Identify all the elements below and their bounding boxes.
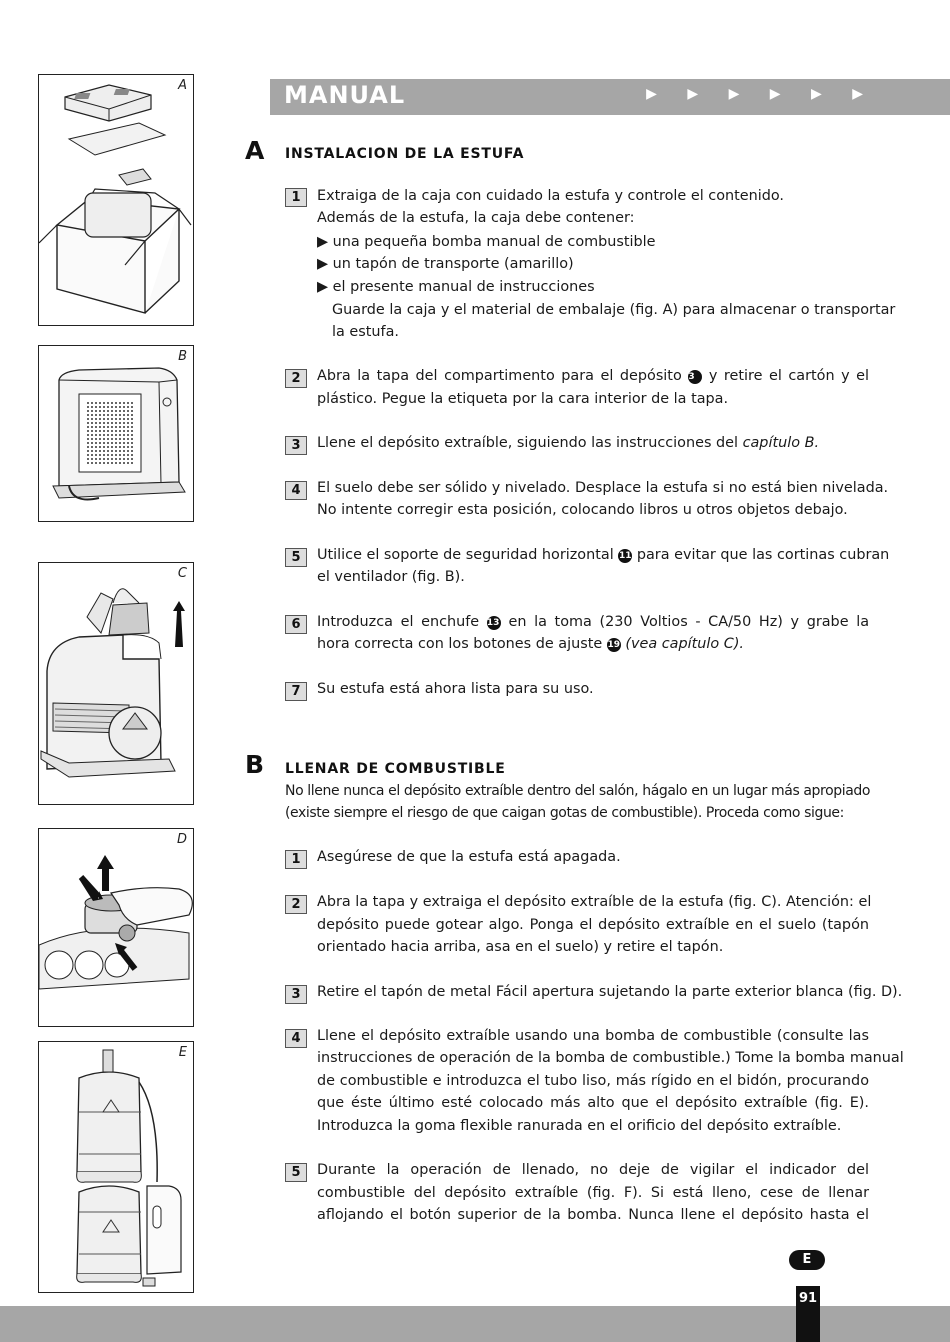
intro-text: (existe siempre el riesgo de que caigan gotas de combustible). Proceda como sigue: (285, 805, 844, 821)
figure-label: A (178, 78, 187, 93)
section-a-letter: A (245, 136, 265, 165)
step-number: 3 (285, 985, 307, 1004)
step-text: Extraiga de la caja con cuidado la estufa y controle el contenido. (317, 188, 784, 204)
figure-label: C (177, 566, 187, 581)
step-number: 2 (285, 895, 307, 914)
step-text: aflojando el botón superior de la bomba. Nunca llene el depósito hasta el (317, 1207, 869, 1223)
step-text: orientado hacia arriba, asa en el suelo) y retire el tapón. (317, 939, 724, 955)
language-badge: E (789, 1250, 825, 1270)
step-text: el ventilador (fig. B). (317, 569, 465, 585)
step-text: Abra la tapa y extraiga el depósito extraíble de la estufa (fig. C). Atención: el (317, 894, 872, 910)
step-number: 4 (285, 1029, 307, 1048)
step-number: 2 (285, 369, 307, 388)
cap-removal-figure (39, 829, 195, 1028)
figure-label: B (178, 349, 187, 364)
figure-d (38, 828, 194, 1027)
step-number: 3 (285, 436, 307, 455)
step-text-part: para evitar que las cortinas cubran (636, 547, 890, 563)
step-text: de combustible e introduzca el tubo liso, más rígido en el bidón, procurando (317, 1073, 869, 1089)
step-number: 4 (285, 481, 307, 500)
page-title: MANUAL (284, 81, 406, 109)
chapter-ref: (vea capítulo C). (625, 636, 745, 652)
bullet-item: ▶ una pequeña bomba manual de combustible (317, 234, 656, 250)
chapter-ref: capítulo B. (742, 435, 820, 451)
step-text-part: y retire el cartón y el (708, 368, 870, 384)
step-text: Retire el tapón de metal Fácil apertura sujetando la parte exterior blanca (fig. D). (317, 984, 903, 1000)
step-text: depósito puede gotear algo. Ponga el depósito extraíble en el suelo (tapón (317, 917, 869, 933)
step-text-part: Introduzca el enchufe (317, 614, 480, 630)
page-number: 91 (796, 1286, 820, 1342)
figure-label: E (178, 1045, 187, 1060)
callout-number: 19 (607, 640, 621, 650)
step-text: Además de la estufa, la caja debe contener: (317, 210, 635, 226)
step-text-part: Llene el depósito extraíble, siguiendo las instrucciones del (317, 435, 738, 451)
heater-back-figure (39, 346, 195, 523)
step-text: Su estufa está ahora lista para su uso. (317, 681, 594, 697)
callout-number: 11 (619, 551, 632, 561)
step-text: Asegúrese de que la estufa está apagada. (317, 849, 621, 865)
intro-text: No llene nunca el depósito extraíble dentro del salón, hágalo en un lugar más apropiado (285, 783, 871, 799)
step-text: No intente corregir esta posición, colocando libros u otros objetos debajo. (317, 502, 848, 518)
step-text (317, 547, 889, 563)
step-text: Guarde la caja y el material de embalaje (fig. A) para almacenar o transportar (332, 302, 896, 318)
step-number: 5 (285, 1163, 307, 1182)
section-b-title: LLENAR DE COMBUSTIBLE (285, 761, 506, 777)
step-number: 1 (285, 188, 307, 207)
callout-number: 13 (486, 618, 500, 628)
step-text: instrucciones de operación de la bomba de combustible.) Tome la bomba manual (317, 1050, 904, 1066)
step-text (317, 368, 869, 384)
section-b-letter: B (245, 750, 265, 779)
step-number: 7 (285, 682, 307, 701)
step-number: 1 (285, 850, 307, 869)
step-text-part: en la toma (230 Voltios - CA/50 Hz) y grabe la (508, 614, 870, 630)
step-text (317, 614, 869, 630)
step-text-part: Utilice el soporte de seguridad horizontal (317, 547, 614, 563)
step-number: 5 (285, 548, 307, 567)
figure-a (38, 74, 194, 326)
step-text (317, 636, 744, 652)
figure-label: D (176, 832, 187, 847)
step-number: 6 (285, 615, 307, 634)
step-text: Introduzca la goma flexible ranurada en el orificio del depósito extraíble. (317, 1118, 842, 1134)
step-text: combustible del depósito extraíble (fig. F). Si está lleno, cese de llenar (317, 1185, 869, 1201)
bullet-item: ▶ un tapón de transporte (amarillo) (317, 256, 574, 272)
manual-header-bar (270, 79, 950, 115)
step-text (317, 435, 819, 451)
figure-b (38, 345, 194, 522)
bullet-item: ▶ el presente manual de instrucciones (317, 279, 595, 295)
step-text: que éste último esté colocado más alto que el depósito extraíble (fig. E). (317, 1095, 869, 1111)
fuel-pump-figure (39, 1042, 195, 1294)
figure-c (38, 562, 194, 805)
step-text-part: hora correcta con los botones de ajuste (317, 636, 603, 652)
step-text: la estufa. (332, 324, 399, 340)
figure-e (38, 1041, 194, 1293)
step-text: Llene el depósito extraíble usando una bomba de combustible (consulte las (317, 1028, 869, 1044)
step-text: El suelo debe ser sólido y nivelado. Desplace la estufa si no está bien nivelada. (317, 480, 889, 496)
step-text: plástico. Pegue la etiqueta por la cara interior de la tapa. (317, 391, 729, 407)
step-text-part: Abra la tapa del compartimento para el depósito (317, 368, 682, 384)
callout-number: 3 (688, 370, 702, 384)
tank-removal-figure (39, 563, 195, 806)
step-text: Durante la operación de llenado, no deje de vigilar el indicador del (317, 1162, 869, 1178)
arrow-icons: ▶ ▶ ▶ ▶ ▶ ▶ (646, 86, 876, 102)
section-a-title: INSTALACION DE LA ESTUFA (285, 146, 525, 162)
heater-unboxing-figure (39, 75, 195, 327)
